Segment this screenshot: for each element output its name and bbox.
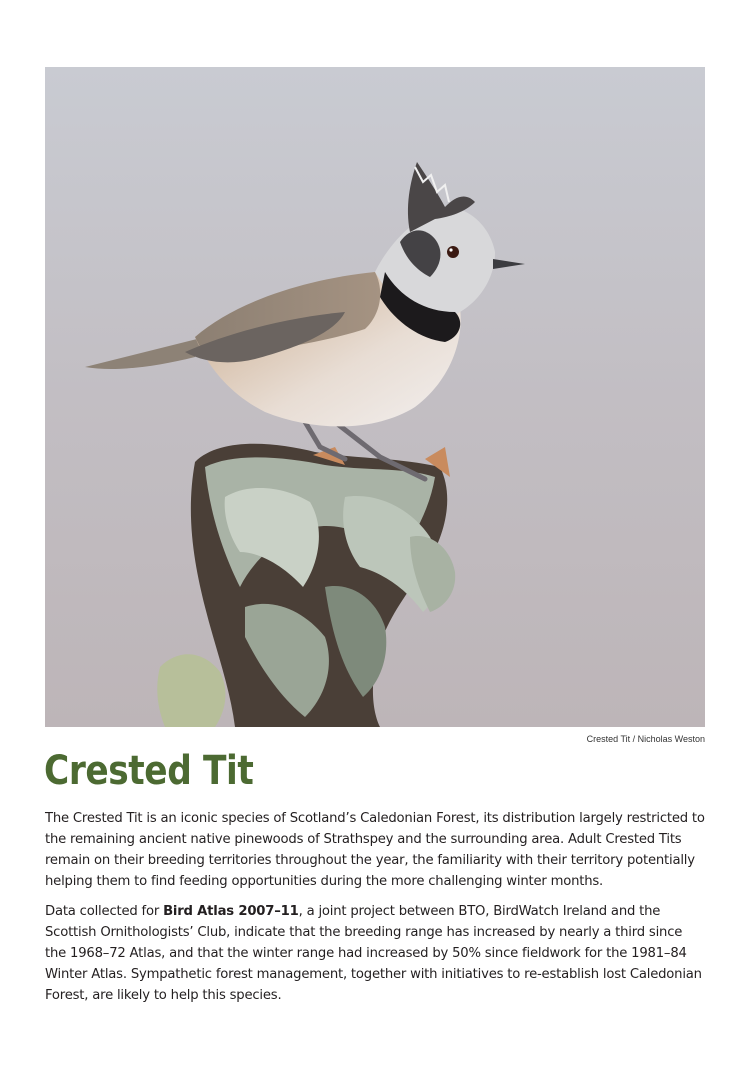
paragraph-intro: The Crested Tit is an iconic species of Scotland’s Caledonian Forest, its distribution largely restricted to the remaining ancient native pinewoods of Strathspey and the surrounding area. Adult Crested Tits remain on their breeding territories throughout the year, the familiarity with their territory potentially helping them to find feeding opportunities during the more challenging winter months.: [45, 811, 705, 889]
page-title: Crested Tit: [44, 748, 254, 794]
bird-photo: [45, 67, 705, 727]
paragraph-data-rest: , a joint project between BTO, BirdWatch Ireland and the Scottish Ornithologists’ Club, indicate that the breeding range has increased by nearly a third since the 1968–72 Atlas, and that the winter range had increased by 50% since fieldwork for the 1981–84 Winter Atlas. Sympathetic forest management, together with initiatives to re-establish lost Caledonian Forest, are likely to help this species.: [45, 904, 702, 1003]
crested-tit-illustration: [45, 67, 705, 727]
paragraph-data: [45, 901, 705, 1006]
paragraph-data-lead: Data collected for: [45, 904, 164, 919]
atlas-name: Bird Atlas 2007–11: [163, 904, 299, 919]
photo-credit: Crested Tit / Nicholas Weston: [586, 734, 705, 744]
article-body: [45, 808, 705, 1015]
